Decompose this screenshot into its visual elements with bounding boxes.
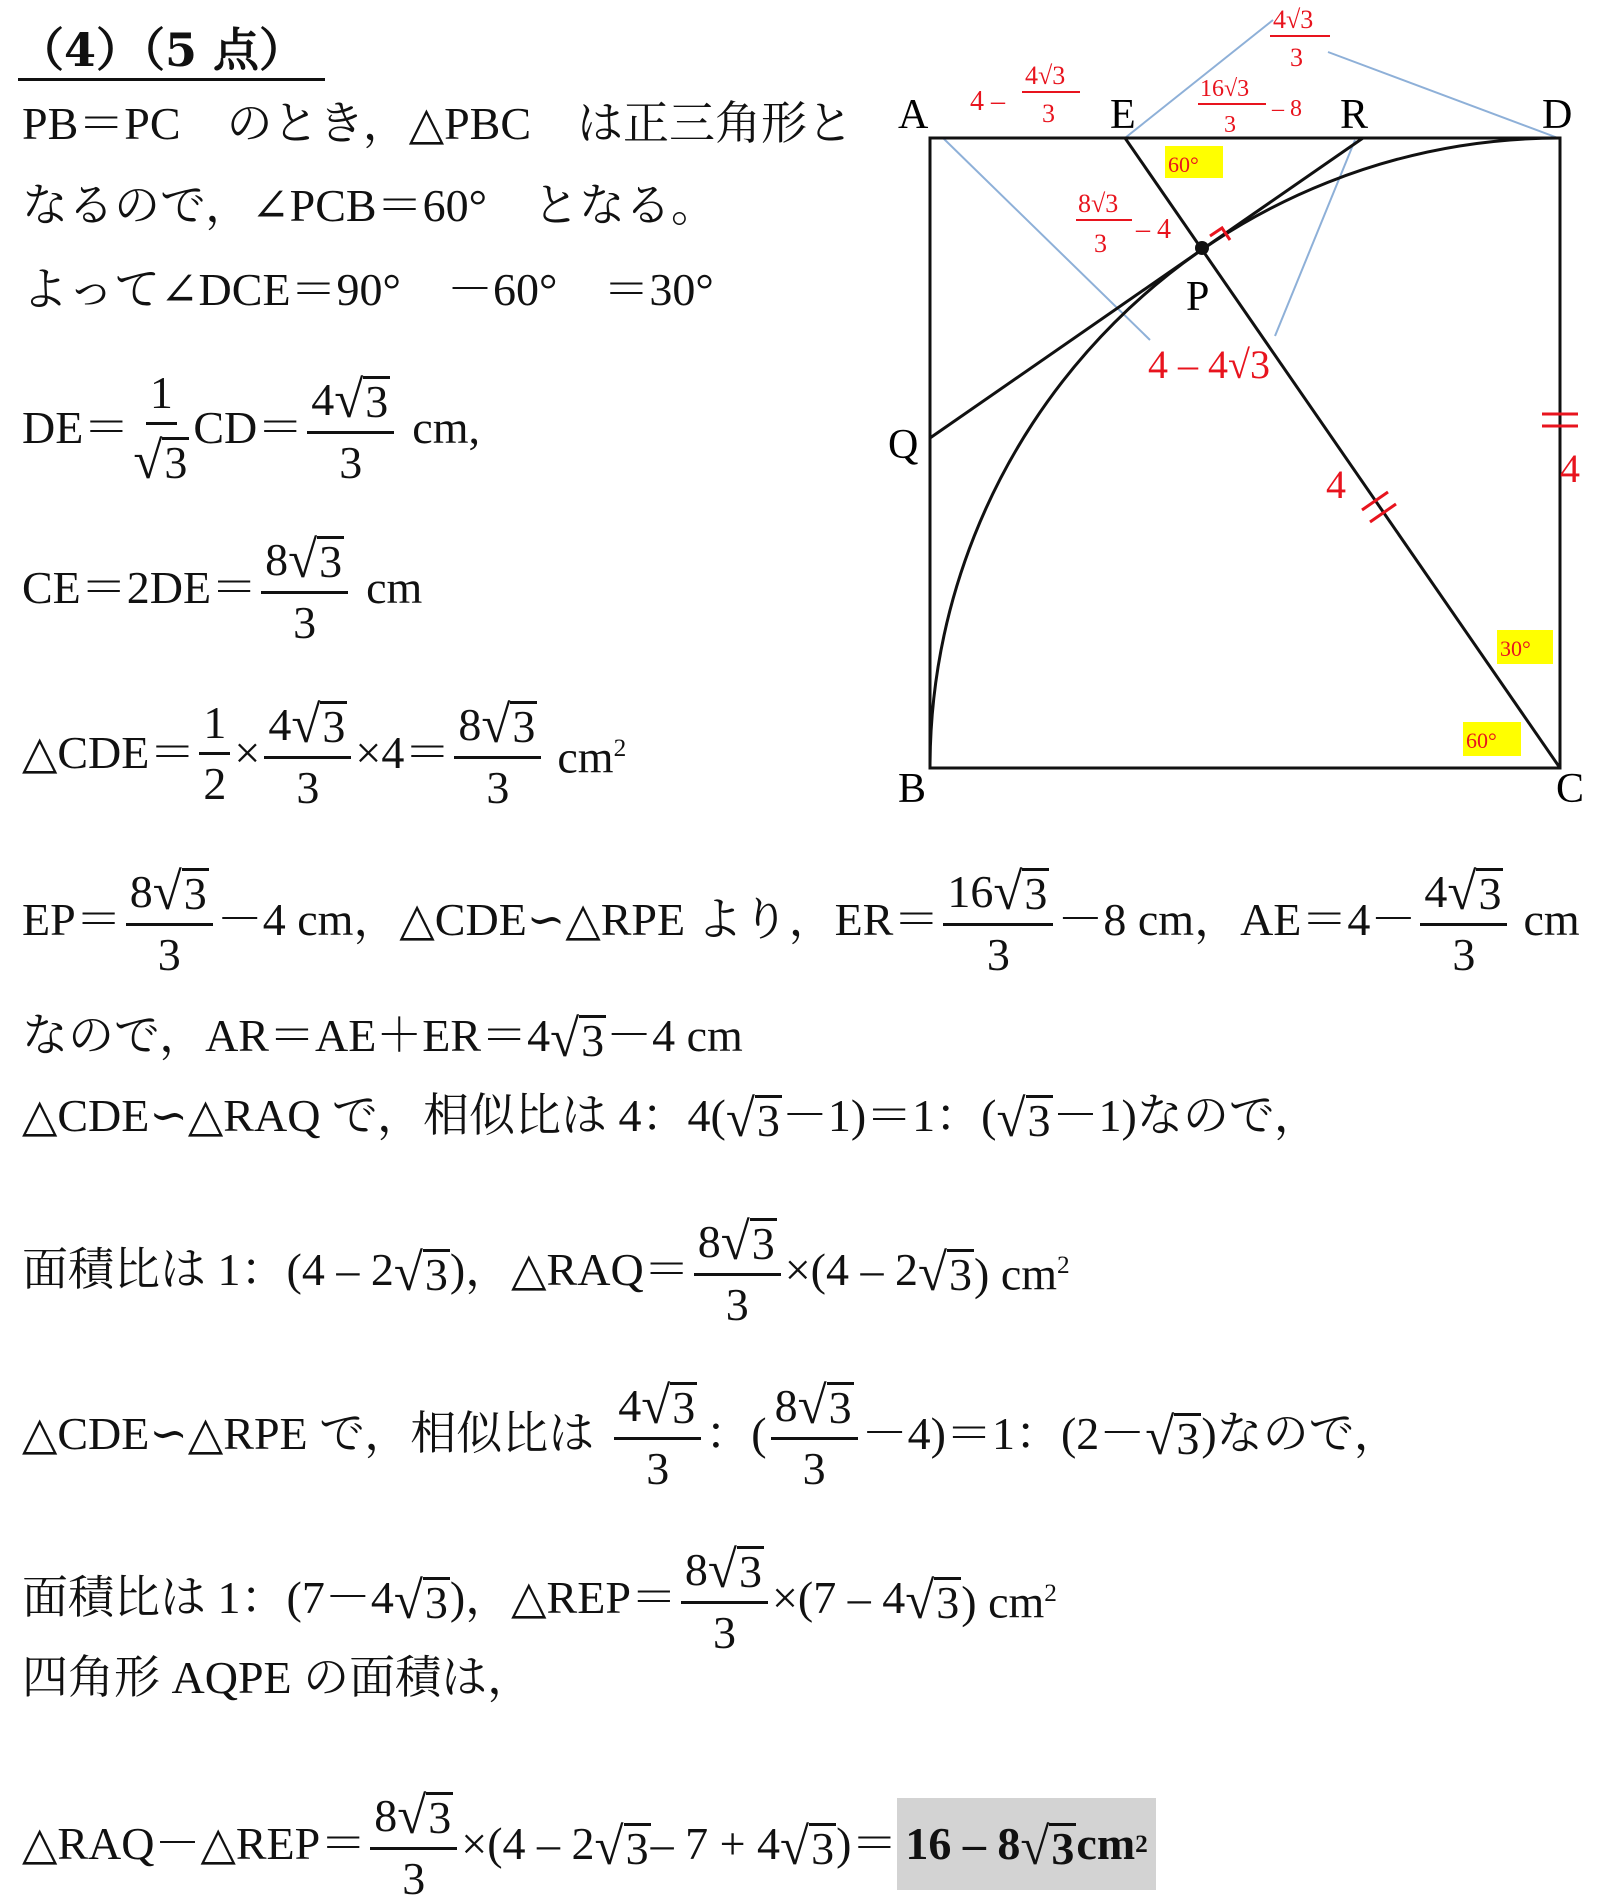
problem-header	[18, 22, 325, 81]
sqrt-sign: √	[797, 1377, 827, 1436]
tick-marks	[1362, 414, 1578, 522]
segment-qr	[930, 138, 1363, 438]
numerator	[264, 695, 351, 759]
guide-line-ed-left	[1125, 20, 1273, 138]
ratio-rpe-b: ：(	[705, 1408, 767, 1459]
area-cde-label: △CDE＝	[22, 727, 196, 778]
denominator: 3	[712, 1607, 736, 1658]
radicand: 3	[625, 1822, 649, 1874]
ed-numerator: 4√3	[1273, 5, 1314, 34]
sqrt-sign: √	[334, 371, 364, 430]
area-rep-a: 面積比は 1：(7－4	[22, 1572, 394, 1623]
sqrt-sign: √	[993, 863, 1023, 922]
ar-label: 4 – 4√3	[1148, 342, 1270, 387]
numerator	[307, 370, 394, 434]
unit-text: cm	[557, 731, 614, 783]
root3	[594, 1817, 651, 1876]
final-b: ×(4 – 2	[461, 1818, 595, 1869]
final-a: △RAQ－△REP＝	[22, 1818, 367, 1869]
ar-tail: －4 cm	[606, 1010, 743, 1061]
ep-numerator: 8√3	[1078, 189, 1119, 218]
sqrt-sign: √	[641, 1377, 671, 1436]
radicand: 3	[424, 1248, 448, 1300]
coef: 4	[268, 699, 292, 751]
radicand: 3	[581, 1014, 605, 1066]
de-label: DE＝	[22, 402, 130, 453]
fraction-1-over-root3	[133, 367, 189, 491]
text-line-1-content: PB＝PC のとき，△PBC は正三角形と	[22, 98, 854, 149]
answer-a: 16 – 8	[905, 1818, 1021, 1869]
radicand: 3	[1478, 868, 1502, 919]
segment-ce	[1125, 138, 1560, 768]
denominator: 3	[725, 1279, 749, 1330]
radicand: 3	[1176, 1412, 1200, 1464]
tick-pc-1	[1362, 492, 1388, 510]
vertex-r: R	[1340, 92, 1369, 138]
guide-line-ar	[943, 138, 1150, 340]
quad-label: 四角形 AQPE の面積は，	[22, 1652, 534, 1703]
unit-exponent: 2	[1044, 1579, 1057, 1608]
numerator	[261, 530, 348, 594]
denominator: 3	[986, 929, 1010, 980]
radicand: 3	[322, 701, 346, 752]
text-line-quad	[22, 1650, 533, 1706]
sqrt-sign: √	[707, 1541, 737, 1600]
radicand: 3	[949, 1248, 973, 1300]
text-line-ep	[22, 862, 1580, 978]
root3	[1020, 1817, 1076, 1876]
area-raq-c: ×(4 – 2	[784, 1244, 918, 1295]
sqrt-sign: √	[550, 1009, 580, 1068]
sqrt-sign: √	[393, 1243, 423, 1302]
unit: cm,	[412, 402, 480, 453]
final-answer	[897, 1798, 1155, 1890]
text-line-de	[22, 367, 480, 491]
angle-c-bottom-label: 60°	[1466, 728, 1497, 753]
ratio-raq-b: －1)＝1：(	[781, 1090, 997, 1141]
root3	[550, 1009, 606, 1068]
text-line-2	[22, 178, 717, 234]
sqrt-sign: √	[720, 1213, 750, 1272]
ratio-rpe-c: －4)＝1：(2－	[861, 1408, 1146, 1459]
times: ×	[234, 727, 261, 778]
radicand: 3	[512, 701, 536, 752]
coef: 4	[311, 374, 335, 426]
fraction-8root3-over-3	[681, 1540, 768, 1656]
root3	[393, 1571, 450, 1630]
numerator	[614, 1376, 701, 1440]
coef: 4	[618, 1380, 642, 1432]
numerator	[454, 695, 541, 759]
fraction-4root3-over-3	[307, 370, 394, 486]
sqrt-sign: √	[996, 1089, 1026, 1148]
fraction-8root3-over-3	[126, 862, 213, 978]
radicand: 3	[756, 1094, 780, 1146]
fraction-8root3-over-3	[261, 530, 348, 646]
text-line-1	[22, 96, 853, 152]
text-line-ratio-rpe	[22, 1376, 1400, 1492]
numerator	[943, 862, 1053, 926]
vertex-a: A	[898, 92, 929, 138]
sqrt-sign: √	[481, 696, 511, 755]
radicand: 3	[428, 1792, 452, 1843]
radicand: 3	[1027, 1094, 1051, 1146]
ep-denominator: 3	[1094, 229, 1107, 258]
denominator	[133, 425, 189, 491]
radicand: 3	[828, 1382, 852, 1433]
numerator	[694, 1212, 781, 1276]
ar-label: なので，AR＝AE＋ER＝4	[22, 1010, 551, 1061]
numerator	[126, 862, 213, 926]
unit-text: ) cm	[961, 1576, 1045, 1628]
root3	[905, 1571, 961, 1630]
ed-denominator: 3	[1290, 43, 1303, 72]
root3	[393, 1243, 450, 1302]
text-line-area-rep	[22, 1540, 1057, 1656]
sqrt-sign: √	[905, 1571, 935, 1630]
radicand: 3	[365, 376, 389, 427]
er-numerator: 16√3	[1200, 76, 1250, 102]
problem-header-label: （4）（5 点）	[18, 23, 306, 77]
coef: 8	[374, 1790, 398, 1842]
sqrt-sign: √	[152, 863, 182, 922]
square-abcd	[930, 138, 1560, 768]
ratio-raq-a: △CDE∽△RAQ で，相似比は 4：4(	[22, 1090, 726, 1141]
denominator: 3	[802, 1443, 826, 1494]
fraction-8root3-over-3	[454, 695, 541, 811]
vertex-d: D	[1542, 92, 1573, 138]
unit-text: ) cm	[974, 1248, 1058, 1300]
er-denominator: 3	[1224, 112, 1236, 138]
vertex-c: C	[1556, 766, 1585, 812]
radicand: 3	[1051, 1822, 1075, 1874]
unit: cm	[1523, 894, 1580, 945]
tick-pc-2	[1370, 504, 1396, 522]
radicand: 3	[936, 1576, 960, 1628]
sqrt-sign: √	[397, 1787, 427, 1846]
ae-label: －8 cm，AE＝4－	[1057, 894, 1417, 945]
text-line-ratio-raq	[22, 1088, 1320, 1148]
radicand: 3	[811, 1822, 835, 1874]
unit-exponent: 2	[1057, 1251, 1070, 1280]
coef: 16	[947, 866, 994, 918]
ep-tail: – 4	[1136, 214, 1171, 245]
area-rep-b: )，△REP＝	[449, 1572, 677, 1623]
denominator: 3	[486, 762, 510, 813]
denominator: 3	[646, 1443, 670, 1494]
sqrt-sign: √	[1447, 863, 1477, 922]
root3	[780, 1817, 836, 1876]
dc-label: 4	[1560, 446, 1580, 491]
text-line-ce	[22, 530, 422, 646]
area-rep-c: ×(7 – 4	[771, 1572, 906, 1623]
denominator: 3	[339, 437, 363, 488]
angle-e-label: 60°	[1168, 152, 1199, 177]
angle-c-top-label: 30°	[1500, 636, 1531, 661]
unit: cm	[366, 562, 423, 613]
er-label: －4 cm，△CDE∽△RPE より，ER＝	[216, 894, 940, 945]
text-line-final	[22, 1786, 1156, 1902]
denominator: 3	[402, 1853, 426, 1904]
sqrt-sign: √	[291, 696, 321, 755]
denominator: 3	[1452, 929, 1476, 980]
numerator	[370, 1786, 457, 1850]
final-d: )＝	[836, 1818, 898, 1869]
text-line-area-cde	[22, 695, 626, 811]
numerator: 1	[199, 700, 230, 755]
sqrt-sign: √	[393, 1571, 423, 1630]
times-four: ×4＝	[355, 727, 451, 778]
area-raq-a: 面積比は 1：(4 – 2	[22, 1244, 394, 1295]
coef: 8	[697, 1216, 721, 1268]
guide-line-ar-right	[1275, 140, 1355, 336]
measurement-labels	[970, 5, 1580, 507]
denominator: 2	[203, 757, 227, 809]
fraction-16root3-over-3	[943, 862, 1053, 978]
pc-label: 4	[1326, 462, 1346, 507]
final-c: – 7 + 4	[650, 1818, 781, 1869]
fraction-8root3-over-3	[370, 1786, 457, 1902]
coef: 8	[129, 866, 153, 918]
fraction-4root3-over-3	[614, 1376, 701, 1492]
radicand: 3	[672, 1382, 696, 1433]
area-raq-unit	[974, 1237, 1070, 1302]
radicand: 3	[319, 536, 343, 587]
answer-exponent: 2	[1135, 1830, 1148, 1858]
numerator	[771, 1376, 858, 1440]
fraction-4root3-over-3	[1420, 862, 1507, 978]
text-line-ar	[22, 1008, 743, 1068]
root3	[725, 1089, 782, 1148]
fraction-1-over-2	[199, 696, 230, 809]
fraction-4root3-over-3	[264, 695, 351, 811]
sqrt-sign: √	[594, 1817, 624, 1876]
text-line-3-content: よって∠DCE＝90° －60° ＝30°	[22, 264, 714, 315]
radicand: 3	[738, 1546, 762, 1597]
vertex-q: Q	[888, 422, 919, 468]
denominator: 3	[293, 597, 317, 648]
vertex-p: P	[1186, 274, 1210, 320]
denominator: 3	[157, 929, 181, 980]
answer-unit: cm	[1076, 1818, 1136, 1869]
ae-prefix: 4 –	[970, 86, 1005, 117]
radicand: 3	[424, 1576, 448, 1628]
sqrt-sign: √	[725, 1089, 755, 1148]
coef: 8	[774, 1380, 798, 1432]
coef: 4	[1424, 866, 1448, 918]
numerator	[1420, 862, 1507, 926]
ep-label: EP＝	[22, 894, 122, 945]
root3	[996, 1089, 1053, 1148]
fraction-8root3-over-3	[694, 1212, 781, 1328]
sqrt-sign: √	[133, 432, 163, 491]
sqrt-sign: √	[1020, 1817, 1050, 1876]
text-line-area-raq	[22, 1212, 1070, 1328]
er-tail: – 8	[1272, 96, 1302, 122]
ratio-rpe-a: △CDE∽△RPE で，相似比は	[22, 1408, 595, 1459]
sqrt-sign: √	[288, 531, 318, 590]
sqrt-sign: √	[780, 1817, 810, 1876]
area-rep-unit	[961, 1565, 1057, 1630]
text-line-3	[22, 262, 714, 318]
coef: 8	[458, 699, 482, 751]
coef: 8	[265, 534, 289, 586]
cd-label: CD＝	[193, 402, 304, 453]
root3	[917, 1243, 974, 1302]
fraction-8root3-over-3	[771, 1376, 858, 1492]
ce-label: CE＝2DE＝	[22, 562, 258, 613]
text-line-2-content: なるので，∠PCB＝60° となる。	[22, 180, 717, 231]
radicand: 3	[164, 437, 188, 488]
vertex-e: E	[1110, 92, 1136, 138]
coef: 8	[684, 1544, 708, 1596]
unit-exponent: 2	[613, 734, 627, 763]
ae-denominator: 3	[1042, 99, 1055, 128]
numerator	[681, 1540, 768, 1604]
sqrt-sign: √	[1145, 1407, 1175, 1466]
numerator: 1	[146, 370, 177, 425]
arc-bd	[930, 138, 1560, 768]
radicand: 3	[751, 1218, 775, 1269]
ae-numerator: 4√3	[1025, 61, 1066, 90]
radicand: 3	[1024, 868, 1048, 919]
root3	[1145, 1407, 1201, 1466]
unit	[557, 720, 626, 785]
sqrt-sign: √	[917, 1243, 948, 1302]
ratio-raq-c: －1)なので，	[1052, 1090, 1320, 1141]
ratio-rpe-d: )なので，	[1201, 1408, 1400, 1459]
point-p	[1195, 241, 1209, 255]
denominator: 3	[296, 762, 320, 813]
geometry-figure	[880, 0, 1606, 820]
vertex-b: B	[898, 766, 927, 812]
area-raq-b: )，△RAQ＝	[449, 1244, 690, 1295]
radicand: 3	[183, 868, 207, 919]
